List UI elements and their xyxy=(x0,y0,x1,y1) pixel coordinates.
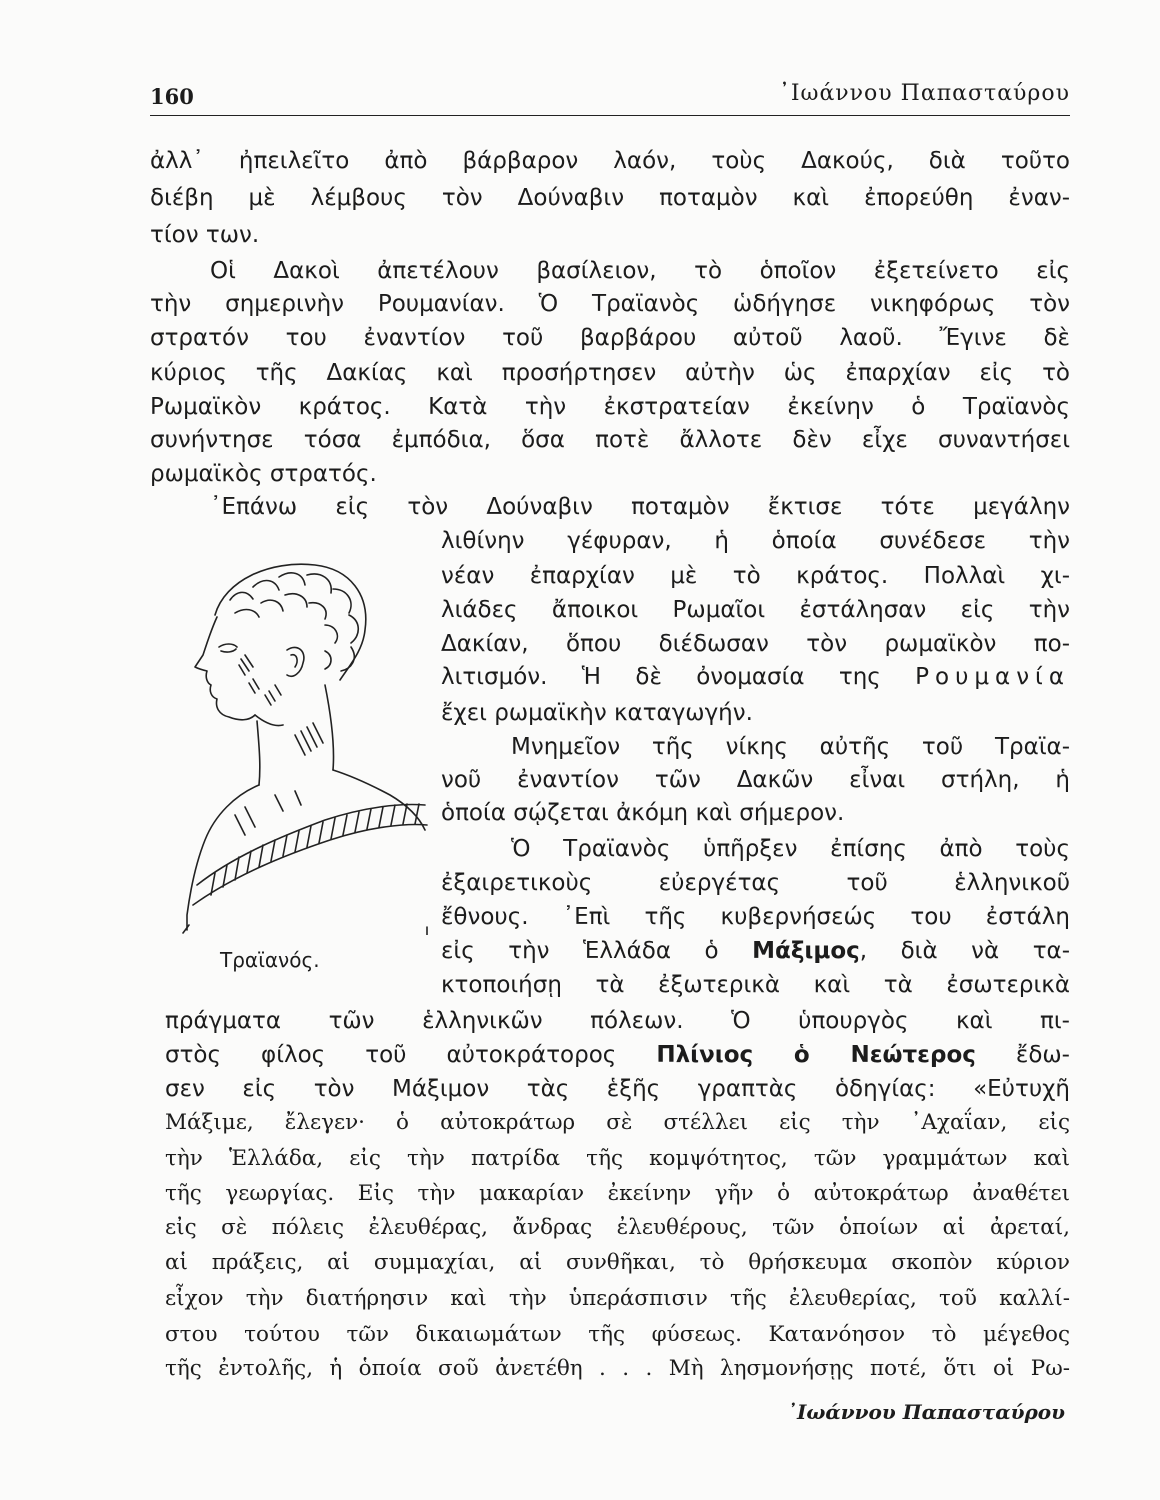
quote-line: τῆς ἐντολῆς, ἡ ὁποία σοῦ ἀνετέθη . . . Μὴ λησμονήσῃς ποτέ, ὅτι οἱ Ρω- xyxy=(165,1356,1070,1381)
body-line: ἔθνους. ᾿Επὶ τῆς κυβερνήσεώς του ἐστάλη xyxy=(441,904,1070,930)
body-line: στρατόν του ἐναντίον τοῦ βαρβάρου αὐτοῦ λαοῦ. Ἔγινε δὲ xyxy=(150,325,1070,351)
body-line xyxy=(441,664,1070,692)
body-line: ᾿Επάνω εἰς τὸν Δούναβιν ποταμὸν ἔκτισε τότε μεγάλην xyxy=(210,494,1070,520)
figure-caption: Τραϊανός. xyxy=(220,948,320,972)
body-line: Ρωμαϊκὸν κράτος. Κατὰ τὴν ἐκστρατείαν ἐκείνην ὁ Τραϊανὸς xyxy=(150,394,1070,420)
body-line: ρωμαϊκὸς στρατός. xyxy=(150,461,377,487)
running-head: ᾿Ιωάννου Παπασταύρου xyxy=(778,81,1070,106)
body-line: λιθίνην γέφυραν, ἡ ὁποία συνέδεσε τὴν xyxy=(441,528,1070,554)
body-line xyxy=(165,1042,1070,1070)
body-text: στὸς φίλος τοῦ αὐτοκράτορος xyxy=(165,1042,617,1068)
portrait-figure xyxy=(175,555,435,935)
spaced-word: Ρουμανία xyxy=(915,664,1070,690)
body-text: λιτισμόν. Ἡ δὲ ὀνομασία της xyxy=(441,664,881,690)
body-line: Μνημεῖον τῆς νίκης αὐτῆς τοῦ Τραϊα- xyxy=(511,734,1070,760)
body-line: ὁποία σῴζεται ἀκόμη καὶ σήμερον. xyxy=(441,800,845,826)
quote-line: εἶχον τὴν διατήρησιν καὶ τὴν ὑπεράσπισιν τῆς ἐλευθερίας, τοῦ καλλί- xyxy=(165,1286,1070,1311)
bold-name: Πλίνιος ὁ Νεώτερος xyxy=(656,1042,976,1068)
body-line: ἐξαιρετικοὺς εὐεργέτας τοῦ ἑλληνικοῦ xyxy=(441,870,1070,896)
quote-line: τῆς γεωργίας. Εἰς τὴν μακαρίαν ἐκείνην γῆν ὁ αὐτοκράτωρ ἀναθέτει xyxy=(165,1181,1070,1206)
body-line: λιάδες ἄποικοι Ρωμαῖοι ἐστάλησαν εἰς τὴν xyxy=(441,597,1070,623)
body-line: ἀλλ᾿ ἠπειλεῖτο ἀπὸ βάρβαρον λαόν, τοὺς Δακούς, διὰ τοῦτο xyxy=(150,148,1070,174)
body-line: Δακίαν, ὅπου διέδωσαν τὸν ρωμαϊκὸν πο- xyxy=(441,631,1070,657)
quote-line: αἱ πράξεις, αἱ συμμαχίαι, αἱ συνθῆκαι, τὸ θρήσκευμα σκοπὸν κύριον xyxy=(165,1250,1070,1275)
quote-line: τὴν Ἑλλάδα, εἰς τὴν πατρίδα τῆς κομψότητος, τῶν γραμμάτων καὶ xyxy=(165,1146,1070,1171)
quote-line: στου τούτου τῶν δικαιωμάτων τῆς φύσεως. Κατανόησον τὸ μέγεθος xyxy=(165,1322,1070,1347)
body-line: σεν εἰς τὸν Μάξιμον τὰς ἑξῆς γραπτὰς ὁδηγίας: «Εὐτυχῆ xyxy=(165,1076,1070,1102)
body-line: τὴν σημερινὴν Ρουμανίαν. Ὁ Τραϊανὸς ὡδήγησε νικηφόρως τὸν xyxy=(150,291,1070,317)
body-text: ἔδω- xyxy=(1015,1042,1070,1068)
body-text: εἰς τὴν Ἑλλάδα ὁ xyxy=(441,938,719,964)
body-line: κτοποιήσῃ τὰ ἐξωτερικὰ καὶ τὰ ἐσωτερικὰ xyxy=(441,972,1070,998)
bold-name: Μάξιμος xyxy=(752,938,860,964)
body-line: ἔχει ρωμαϊκὴν καταγωγήν. xyxy=(441,700,753,726)
body-line xyxy=(441,938,1070,966)
body-line: πράγματα τῶν ἑλληνικῶν πόλεων. Ὁ ὑπουργὸς καὶ πι- xyxy=(165,1008,1070,1034)
body-line: νέαν ἐπαρχίαν μὲ τὸ κράτος. Πολλαὶ χι- xyxy=(441,563,1070,589)
body-line: διέβη μὲ λέμβους τὸν Δούναβιν ποταμὸν καὶ ἐπορεύθη ἐναν- xyxy=(150,185,1070,211)
quote-line: εἰς σὲ πόλεις ἐλευθέρας, ἄνδρας ἐλευθέρους, τῶν ὁποίων αἱ ἀρεταί, xyxy=(165,1215,1070,1240)
header-rule xyxy=(150,115,1070,116)
body-line: τίον των. xyxy=(150,222,260,248)
page-number: 160 xyxy=(150,84,194,109)
body-line: Οἱ Δακοὶ ἀπετέλουν βασίλειον, τὸ ὁποῖον ἐξετείνετο εἰς xyxy=(210,258,1070,284)
body-text: , διὰ νὰ τα- xyxy=(859,938,1070,964)
body-line: Ὁ Τραϊανὸς ὑπῆρξεν ἐπίσης ἀπὸ τοὺς xyxy=(511,836,1070,862)
quote-line: Μάξιμε, ἔλεγεν· ὁ αὐτοκράτωρ σὲ στέλλει εἰς τὴν ᾿Αχαΐαν, εἰς xyxy=(165,1110,1070,1135)
body-line: κύριος τῆς Δακίας καὶ προσήρτησεν αὐτὴν ὡς ἐπαρχίαν εἰς τὸ xyxy=(150,360,1070,386)
body-line: συνήντησε τόσα ἐμπόδια, ὅσα ποτὲ ἄλλοτε δὲν εἶχε συναντήσει xyxy=(150,427,1070,453)
footer-signature: ᾿Ιωάννου Παπασταύρου xyxy=(786,1400,1065,1424)
body-line: νοῦ ἐναντίον τῶν Δακῶν εἶναι στήλη, ἡ xyxy=(441,767,1070,793)
